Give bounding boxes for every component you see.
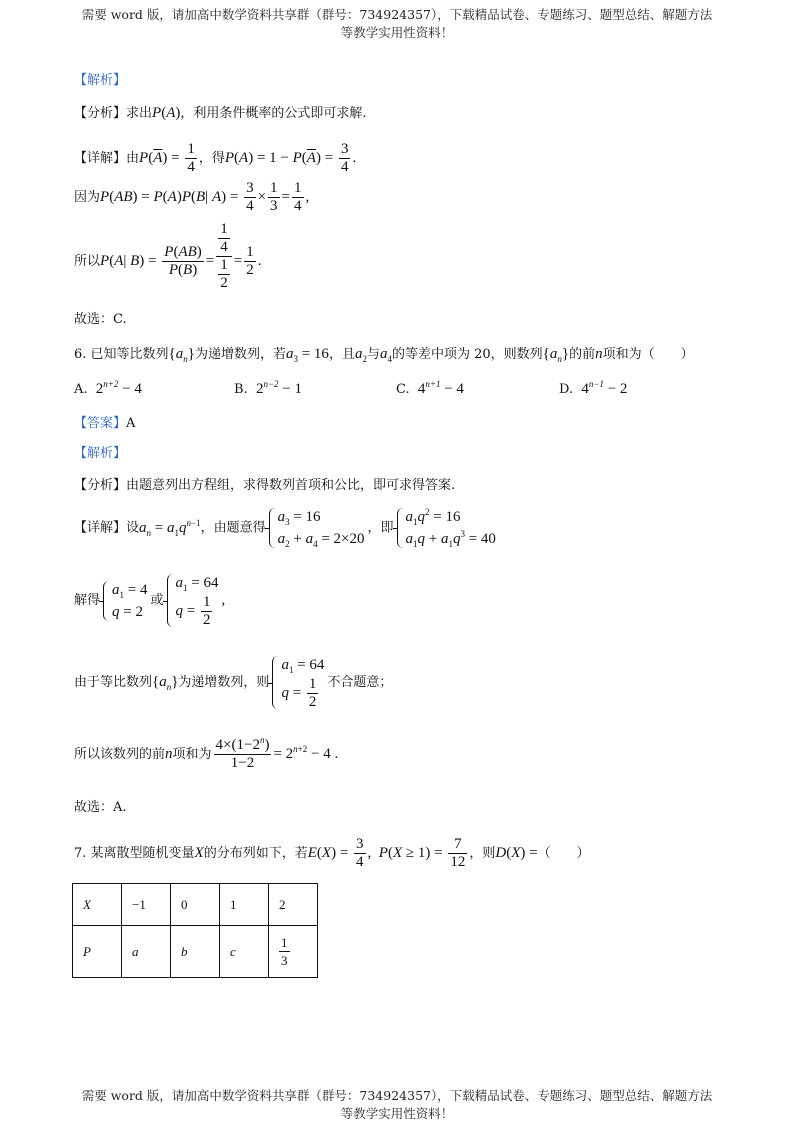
header-line-1: 需要 word 版，请加高中数学资料共享群（群号：734924357），下载精品试卷、专题练习、题型总结、解题方法 bbox=[81, 7, 713, 22]
table-cell: −1 bbox=[122, 884, 171, 926]
q5-analysis: 【分析】求出P(A)，利用条件概率的公式即可求解. bbox=[74, 105, 367, 121]
q5-answer: 故选：C. bbox=[74, 312, 127, 327]
table-cell: 2 bbox=[269, 884, 318, 926]
q6-option-d: D. $4^{n-1} - 2$ bbox=[559, 379, 628, 397]
q6-detail-2: 解得 $a_1 = 4$ q = 2 或 $a_1 = 64$ q = $\frac{1}{2}$ , bbox=[74, 572, 225, 629]
page-footer bbox=[0, 1087, 794, 1123]
q5-detail-2: 因为P(AB) = P(A)P(B| A) = $\frac{3}{4}$ × $\frac{1}{3}$ = $\frac{1}{4}$ , bbox=[74, 180, 310, 214]
table-cell: P bbox=[73, 926, 122, 978]
q6-analysis: 【分析】由题意列出方程组，求得数列首项和公比，即可求得答案. bbox=[74, 478, 456, 493]
q5-analysis-tag: 【分析】 bbox=[74, 106, 127, 121]
q6-option-b: B. $2^{n-2} - 1$ bbox=[234, 379, 302, 397]
q6-detail-3: 由于等比数列$\{a_n\}$为递增数列，则 $a_1 = 64$ q = $\frac{1}{2}$ 不合题意； bbox=[74, 654, 392, 711]
q6-option-c: C. $4^{n+1} - 4$ bbox=[396, 379, 464, 397]
q6-answer-tag: 【答案】 bbox=[74, 416, 127, 431]
table-cell: $\frac{1}{3}$ bbox=[269, 926, 318, 978]
math-PA: P(A) bbox=[152, 105, 181, 121]
equation-system: $a_1 = 64$ q = $\frac{1}{2}$ bbox=[272, 654, 324, 711]
q5-detail-3: 所以P(A| B) = $\frac{P(AB)}{P(B)}$ = $\frac{\frac{1}{4}}{\frac{1}{2}}$ = $\frac{1}{2}$ . bbox=[74, 221, 262, 291]
q6-jiexi-tag: 【解析】 bbox=[74, 446, 127, 461]
table-row bbox=[73, 884, 318, 926]
distribution-table bbox=[72, 883, 318, 978]
header-line-2: 等教学实用性资料！ bbox=[340, 25, 454, 40]
table-cell: c bbox=[220, 926, 269, 978]
table-cell: b bbox=[171, 926, 220, 978]
q6-answer-value: A bbox=[126, 416, 136, 431]
q6-answer: 故选：A. bbox=[74, 800, 127, 815]
q5-detail-tag: 【详解】 bbox=[74, 151, 127, 166]
equation-system: $a_1q^2 = 16$ $a_1q + a_1q^3 = 40$ bbox=[397, 506, 496, 550]
q5-detail-1: 【详解】由$P(\overline{A})$ = $\frac{1}{4}$ ，得$P(A) = 1 - P(\overline{A})$ = $\frac{3}{4}$ . bbox=[74, 141, 357, 175]
table-cell: 0 bbox=[171, 884, 220, 926]
page-header bbox=[0, 6, 794, 42]
q6-detail-4: 所以该数列的前n项和为 $\frac{4\times(1-2^n)}{1-2}$ = $2^{n+2} - 4$ . bbox=[74, 735, 339, 771]
footer-line-1: 需要 word 版，请加高中数学资料共享群（群号：734924357），下载精品试卷、专题练习、题型总结、解题方法 bbox=[81, 1088, 713, 1103]
q6-stem: 6. 已知等比数列$\{a_n\}$为递增数列，若$a_3 = 16$，且$a_2$与$a_4$的等差中项为 20，则数列$\{a_n\}$的前n项和为（ ） bbox=[74, 346, 694, 364]
q7-stem: 7. 某离散型随机变量X的分布列如下，若E(X) = $\frac{3}{4}$ , P(X ≥ 1) = $\frac{7}{12}$ ，则D(X) =（ ） bbox=[74, 836, 590, 870]
table-row bbox=[73, 926, 318, 978]
q6-option-a: A. $2^{n+2} - 4$ bbox=[74, 379, 142, 397]
q6-answer-line bbox=[74, 412, 135, 431]
equation-system: $a_3 = 16$ $a_2 + a_4 = 2\times 20$ bbox=[269, 506, 365, 550]
footer-line-2: 等教学实用性资料！ bbox=[340, 1106, 454, 1121]
q6-detail-1: 【详解】设$a_n = a_1q^{n-1}$，由题意得 $a_3 = 16$ $a_2 + a_4 = 2\times 20$ ，即 $a_1q^2 = 16$ $a_1q + a_1q^3 = 40$ bbox=[74, 507, 496, 549]
table-cell: a bbox=[122, 926, 171, 978]
table-cell: 1 bbox=[220, 884, 269, 926]
q5-jiexi-tag: 【解析】 bbox=[74, 73, 127, 88]
table-cell: X bbox=[73, 884, 122, 926]
equation-system: $a_1 = 4$ q = 2 bbox=[103, 579, 147, 623]
equation-system: $a_1 = 64$ q = $\frac{1}{2}$ bbox=[167, 572, 219, 629]
